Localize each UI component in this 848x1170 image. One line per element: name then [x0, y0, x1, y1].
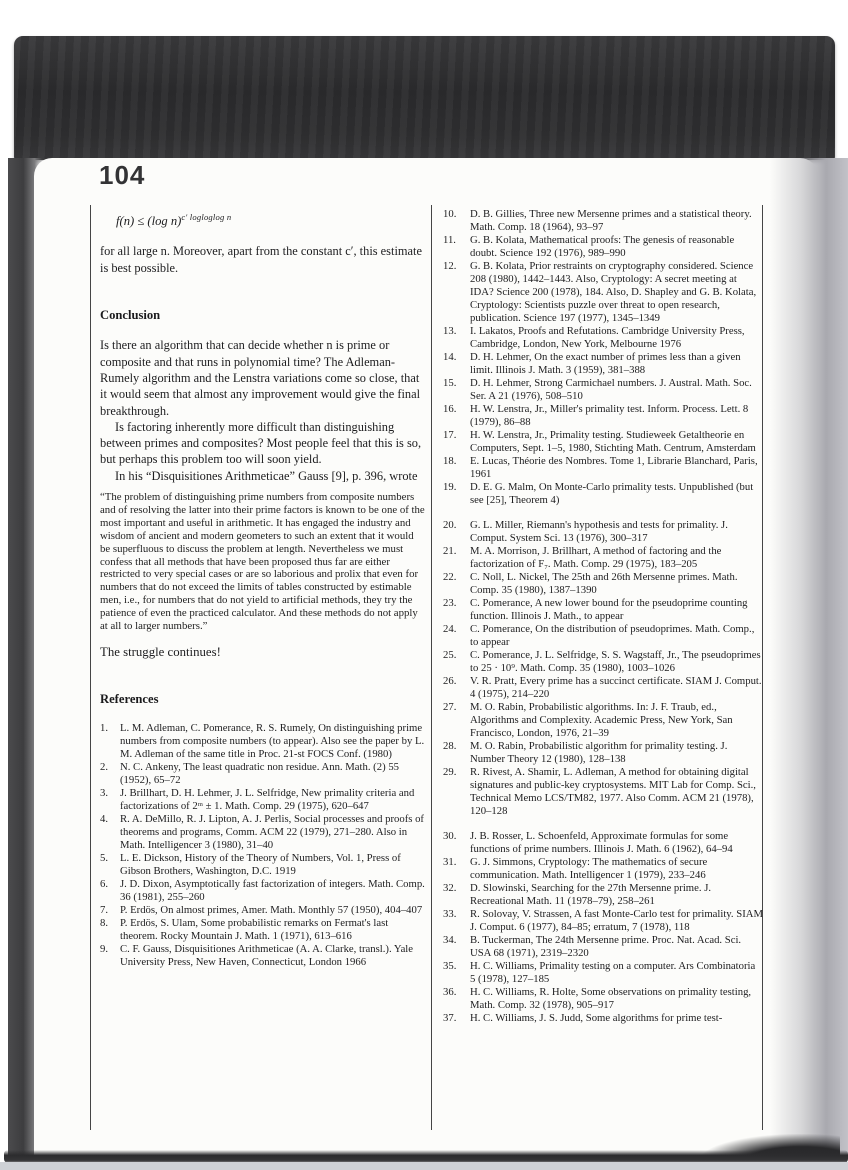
reference-number: 4.: [100, 812, 109, 825]
reference-item: [443, 429, 763, 455]
reference-number: 1.: [100, 721, 109, 734]
reference-number: 23.: [443, 597, 457, 609]
reference-item: [443, 740, 763, 766]
reference-text: N. C. Ankeny, The least quadratic non residue. Ann. Math. (2) 55 (1952), 65–72: [120, 760, 400, 786]
reference-item: [100, 787, 426, 813]
references-heading: References: [100, 692, 159, 707]
reference-number: 35.: [443, 960, 457, 972]
reference-item: [443, 934, 763, 960]
reference-item: [100, 917, 426, 943]
reference-number: 9.: [100, 942, 109, 955]
reference-item: [443, 882, 763, 908]
reference-text: L. E. Dickson, History of the Theory of Numbers, Vol. 1, Press of Gibson Brothers, Washington, D.C. 1919: [120, 851, 401, 877]
reference-number: 24.: [443, 623, 457, 635]
formula-base: f(n) ≤ (log n): [116, 214, 182, 229]
reference-item: [443, 597, 763, 623]
reference-text: D. H. Lehmer, Strong Carmichael numbers. J. Austral. Math. Soc. Ser. A 21 (1976), 508–510: [470, 377, 752, 402]
conclusion-heading: Conclusion: [100, 308, 161, 323]
page-number: 104: [99, 160, 146, 190]
reference-text: H. C. Williams, Primality testing on a computer. Ars Combinatoria 5 (1978), 127–185: [470, 960, 756, 985]
reference-text: R. A. DeMillo, R. J. Lipton, A. J. Perlis, Social processes and proofs of theorems and programs, Comm. ACM 22 (1979), 271–280. Also in Math. Intelligencer 3 (1980), 31–40: [120, 812, 424, 851]
reference-number: 2.: [100, 760, 109, 773]
reference-number: 25.: [443, 649, 457, 661]
reference-number: 28.: [443, 740, 457, 752]
reference-item: [443, 766, 763, 818]
reference-number: 37.: [443, 1012, 457, 1024]
reference-text: C. Pomerance, J. L. Selfridge, S. S. Wagstaff, Jr., The pseudoprimes to 25 · 10⁹. Math. Comp. 35 (1980), 1003–1026: [470, 649, 761, 674]
reference-item: [443, 960, 763, 986]
reference-item: [100, 722, 426, 761]
reference-item: [443, 325, 763, 351]
paragraph-intro: for all large n. Moreover, apart from the constant c′, this estimate is best possible.: [100, 244, 422, 275]
reference-item: [100, 852, 426, 878]
reference-text: D. H. Lehmer, On the exact number of primes less than a given limit. Illinois J. Math. 3 (1959), 381–388: [470, 351, 741, 376]
reference-text: E. Lucas, Théorie des Nombres. Tome 1, Librarie Blanchard, Paris, 1961: [470, 455, 758, 480]
reference-number: 18.: [443, 455, 457, 467]
reference-number: 27.: [443, 701, 457, 713]
reference-number: 14.: [443, 351, 457, 363]
reference-number: 8.: [100, 916, 109, 929]
reference-text: I. Lakatos, Proofs and Refutations. Cambridge University Press, Cambridge, London, New York, Melbourne 1976: [470, 325, 745, 350]
reference-text: J. D. Dixon, Asymptotically fast factorization of integers. Math. Comp. 36 (1981), 255–260: [120, 877, 425, 903]
conclusion-paragraph-1: Is there an algorithm that can decide whether n is prime or composite and that runs in polynomial time? The Adleman-Rumely algorithm and the Lenstra variations come so close, that it would seem that almost any improvement would give the final breakthrough.: [100, 338, 421, 418]
reference-item: [443, 545, 763, 571]
reference-number: 19.: [443, 481, 457, 493]
reference-item: [443, 208, 763, 234]
formula-exponent: c′ logloglog n: [181, 212, 232, 222]
reference-number: 29.: [443, 766, 457, 778]
reference-item: [443, 260, 763, 325]
reference-text: C. Noll, L. Nickel, The 25th and 26th Mersenne primes. Math. Comp. 35 (1980), 1387–1390: [470, 571, 738, 596]
struggle-line: The struggle continues!: [100, 645, 221, 660]
reference-text: C. Pomerance, On the distribution of pseudoprimes. Math. Comp., to appear: [470, 623, 755, 648]
conclusion-paragraph-3: In his “Disquisitiones Arithmeticae” Gauss [9], p. 396, wrote: [115, 468, 418, 483]
reference-number: 26.: [443, 675, 457, 687]
column-rule-left: [90, 205, 91, 1130]
right-column: [443, 208, 763, 1025]
reference-text: H. C. Williams, R. Holte, Some observations on primality testing, Math. Comp. 32 (1978), 905–917: [470, 986, 752, 1011]
reference-item: [443, 403, 763, 429]
reference-text: P. Erdös, On almost primes, Amer. Math. Monthly 57 (1950), 404–407: [120, 903, 423, 916]
reference-number: 11.: [443, 234, 456, 246]
photo-dark-band: [14, 36, 835, 160]
references-list-left: [100, 722, 426, 969]
references-list-right: [443, 208, 763, 1025]
reference-number: 36.: [443, 986, 457, 998]
reference-number: 30.: [443, 830, 457, 842]
reference-text: R. Rivest, A. Shamir, L. Adleman, A method for obtaining digital signatures and public-key cryptosystems. MIT Lab for Comp. Sci., Technical Memo LCS/TM82, 1977. Also Comm. ACM 21 (1978), 120–128: [470, 766, 756, 817]
left-column: [100, 206, 426, 969]
reference-item: [443, 234, 763, 260]
reference-item: [443, 481, 763, 507]
reference-number: 3.: [100, 786, 109, 799]
reference-text: J. B. Rosser, L. Schoenfeld, Approximate formulas for some functions of prime numbers. Illinois J. Math. 6 (1962), 64–94: [470, 830, 733, 855]
reference-item: [100, 761, 426, 787]
reference-item: [443, 623, 763, 649]
reference-number: 12.: [443, 260, 457, 272]
reference-number: 7.: [100, 903, 109, 916]
reference-text: H. W. Lenstra, Jr., Primality testing. Studieweek Getaltheorie en Computers, Sept. 1–5, 1980, Stichting Math. Centrum, Amsterdam: [470, 429, 756, 454]
reference-item: [443, 856, 763, 882]
reference-item: [443, 701, 763, 740]
reference-number: 13.: [443, 325, 457, 337]
reference-number: 20.: [443, 519, 457, 531]
reference-text: D. Slowinski, Searching for the 27th Mersenne prime. J. Recreational Math. 11 (1978–79), 258–261: [470, 882, 712, 907]
reference-text: G. B. Kolata, Prior restraints on cryptography considered. Science 208 (1980), 1442–1443. Also, Cryptology: A secret meeting at IDA? Science 200 (1978), 184. Also, D. Shapley and G. B. Kolata, Cryptology: Scientists puzzle over threat to open research, publication. Science 197 (1977), 1345–1349: [470, 260, 757, 324]
reference-number: 22.: [443, 571, 457, 583]
reference-text: G. J. Simmons, Cryptology: The mathematics of secure communication. Math. Intelligencer 1 (1979), 233–246: [470, 856, 708, 881]
reference-text: G. L. Miller, Riemann's hypothesis and tests for primality. J. Comput. System Sci. 13 (1976), 300–317: [470, 519, 728, 544]
reference-text: J. Brillhart, D. H. Lehmer, J. L. Selfridge, New primality criteria and factorizations of 2ᵐ ± 1. Math. Comp. 29 (1975), 620–647: [120, 786, 415, 812]
reference-item: [100, 943, 426, 969]
reference-text: L. M. Adleman, C. Pomerance, R. S. Rumely, On distinguishing prime numbers from composite numbers (to appear). Also see the paper by L. M. Adleman of the same title in Proc. 21-st FOCS Conf. (1980): [120, 721, 425, 760]
reference-number: 17.: [443, 429, 457, 441]
reference-number: 31.: [443, 856, 457, 868]
formula: [116, 209, 426, 229]
reference-text: G. B. Kolata, Mathematical proofs: The genesis of reasonable doubt. Science 192 (1976), 989–990: [470, 234, 735, 259]
reference-item: [443, 986, 763, 1012]
reference-item: [443, 351, 763, 377]
reference-item: [100, 813, 426, 852]
reference-number: 33.: [443, 908, 457, 920]
reference-item: [100, 904, 426, 917]
reference-item: [443, 675, 763, 701]
reference-text: M. O. Rabin, Probabilistic algorithm for primality testing. J. Number Theory 12 (1980), 128–138: [470, 740, 728, 765]
reference-text: C. F. Gauss, Disquisitiones Arithmeticae (A. A. Clarke, transl.). Yale University Press, New Haven, Connecticut, London 1966: [120, 942, 414, 968]
gauss-quote: “The problem of distinguishing prime numbers from composite numbers and of resolving the latter into their prime factors is known to be one of the most important and useful in arithmetic. It has engaged the industry and wisdom of ancient and modern geometers to such an extent that it would be superfluous to discuss the problem at length. Nevertheless we must confess that all methods that have been proposed thus far are either restricted to very special cases or are so laborious and prolix that even for numbers that do not exceed the limits of tables constructed by estimable men, i.e., for numbers that do not yield to artificial methods, they try the patience of even the practiced calculator. And these methods do not apply at all to larger numbers.”: [100, 491, 425, 633]
reference-number: 21.: [443, 545, 457, 557]
reference-text: C. Pomerance, A new lower bound for the pseudoprime counting function. Illinois J. Math., to appear: [470, 597, 748, 622]
reference-item: [443, 649, 763, 675]
reference-text: R. Solovay, V. Strassen, A fast Monte-Carlo test for primality. SIAM J. Comput. 6 (1977), 84–85; erratum, 7 (1978), 118: [470, 908, 763, 933]
reference-number: 16.: [443, 403, 457, 415]
reference-number: 15.: [443, 377, 457, 389]
reference-text: M. A. Morrison, J. Brillhart, A method of factoring and the factorization of F₇. Math. Comp. 29 (1975), 183–205: [470, 545, 722, 570]
reference-item: [443, 830, 763, 856]
page-right-edge-shadow: [770, 158, 848, 1158]
reference-text: B. Tuckerman, The 24th Mersenne prime. Proc. Nat. Acad. Sci. USA 68 (1971), 2319–2320: [470, 934, 742, 959]
reference-number: 6.: [100, 877, 109, 890]
reference-text: V. R. Pratt, Every prime has a succinct certificate. SIAM J. Comput. 4 (1975), 214–220: [470, 675, 762, 700]
column-rule-middle: [431, 205, 432, 1130]
reference-text: D. E. G. Malm, On Monte-Carlo primality tests. Unpublished (but see [25], Theorem 4): [470, 481, 754, 506]
reference-item: [443, 377, 763, 403]
reference-text: H. W. Lenstra, Jr., Miller's primality test. Inform. Process. Lett. 8 (1979), 86–88: [470, 403, 749, 428]
reference-number: 34.: [443, 934, 457, 946]
reference-number: 10.: [443, 208, 457, 220]
reference-item: [443, 908, 763, 934]
reference-item: [443, 519, 763, 545]
reference-item: [443, 571, 763, 597]
reference-text: M. O. Rabin, Probabilistic algorithms. In: J. F. Traub, ed., Algorithms and Complexity. Academic Press, New York, San Francisco, London, 1976, 21–39: [470, 701, 733, 739]
scan-bottom-strip: [0, 1162, 848, 1170]
reference-text: H. C. Williams, J. S. Judd, Some algorithms for prime test-: [470, 1012, 723, 1024]
reference-text: P. Erdös, S. Ulam, Some probabilistic remarks on Fermat's last theorem. Rocky Mountain J. Math. 1 (1971), 613–616: [120, 916, 389, 942]
reference-text: D. B. Gillies, Three new Mersenne primes and a statistical theory. Math. Comp. 18 (1964), 93–97: [470, 208, 752, 233]
reference-item: [443, 1012, 763, 1025]
reference-number: 5.: [100, 851, 109, 864]
reference-item: [100, 878, 426, 904]
conclusion-paragraph-2: Is factoring inherently more difficult than distinguishing between primes and composites? Most people feel that this is so, but perhaps this problem too will soon yield.: [100, 419, 422, 467]
reference-number: 32.: [443, 882, 457, 894]
reference-item: [443, 455, 763, 481]
